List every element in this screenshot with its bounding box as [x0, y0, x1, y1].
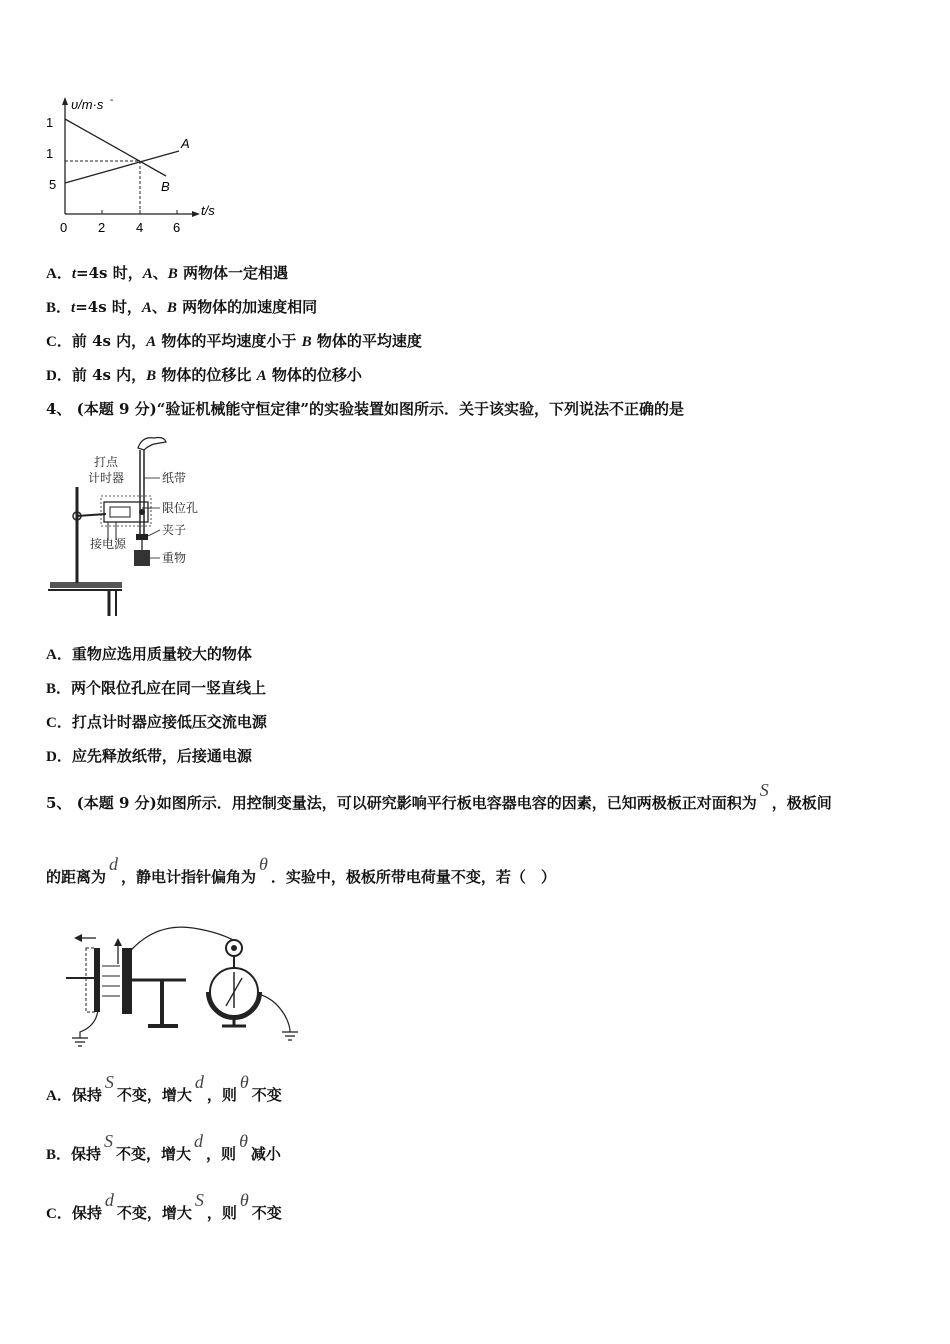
line-b-label: B [161, 179, 170, 194]
x-axis-label: t/s [201, 203, 215, 218]
velocity-time-graph [44, 92, 234, 242]
q5-option-c[interactable]: C．保持d不变，增大S，则θ不变 [46, 1190, 282, 1222]
label-clip: 夹子 [162, 523, 187, 537]
q4-option-b[interactable]: B．两个限位孔应在同一竖直线上 [46, 679, 267, 697]
label-timer-1: 打点 [94, 455, 119, 469]
label-tape: 纸带 [162, 471, 187, 485]
q4-option-d[interactable]: D．应先释放纸带，后接通电源 [46, 747, 252, 765]
q3-option-c[interactable]: C．前 4s 内，A 物体的平均速度小于 B 物体的平均速度 [46, 332, 422, 350]
label-hole: 限位孔 [162, 501, 199, 515]
x-tick-2: 2 [98, 220, 106, 235]
x-axis-arrow [192, 211, 200, 217]
symbol-theta: θ [259, 854, 268, 874]
x-tick-0: 0 [60, 220, 68, 235]
label-timer-2: 计时器 [88, 471, 125, 485]
q3-option-d[interactable]: D．前 4s 内，B 物体的位移比 A 物体的位移小 [46, 366, 362, 384]
label-power: 接电源 [90, 537, 127, 551]
x-tick-6: 6 [173, 220, 181, 235]
x-tick-4: 4 [136, 220, 144, 235]
line-a-label: A [181, 136, 190, 151]
q4-option-c[interactable]: C．打点计时器应接低压交流电源 [46, 713, 267, 731]
q3-option-a[interactable]: A．t=4s 时，A、B 两物体一定相遇 [46, 264, 288, 282]
q3-option-b[interactable]: B．t=4s 时，A、B 两物体的加速度相同 [46, 298, 318, 316]
q5-option-a[interactable]: A．保持S不变，增大d，则θ不变 [46, 1072, 282, 1104]
mechanical-energy-apparatus-figure [44, 430, 244, 620]
capacitor-electroscope-figure [58, 914, 308, 1054]
y-tick-3: 5 [49, 177, 57, 192]
q5-option-b[interactable]: B．保持S不变，增大d，则θ减小 [46, 1131, 281, 1163]
q5-stem-line-1: 5、 (本题 9 分)如图所示．用控制变量法，可以研究影响平行板电容器电容的因素，已知两极板正对面积为S，极板间 [46, 780, 832, 812]
q5-stem-line-2: 的距离为d，静电计指针偏角为θ．实验中，极板所带电荷量不变，若（ ） [46, 854, 556, 886]
line-b [65, 119, 166, 176]
y-axis-arrow [62, 97, 68, 105]
y-axis-label-sup: - [110, 95, 114, 106]
y-tick-2: 1 [46, 146, 54, 161]
label-weight: 重物 [162, 551, 187, 565]
q4-stem: 4、 (本题 9 分)“验证机械能守恒定律”的实验装置如图所示．关于该实验，下列说法不正确的是 [46, 400, 684, 418]
symbol-d: d [109, 854, 119, 874]
q4-option-a[interactable]: A．重物应选用质量较大的物体 [46, 645, 252, 663]
y-axis-label: υ/m·s [71, 97, 104, 112]
symbol-s: S [759, 780, 769, 800]
y-tick-1: 1 [46, 115, 54, 130]
